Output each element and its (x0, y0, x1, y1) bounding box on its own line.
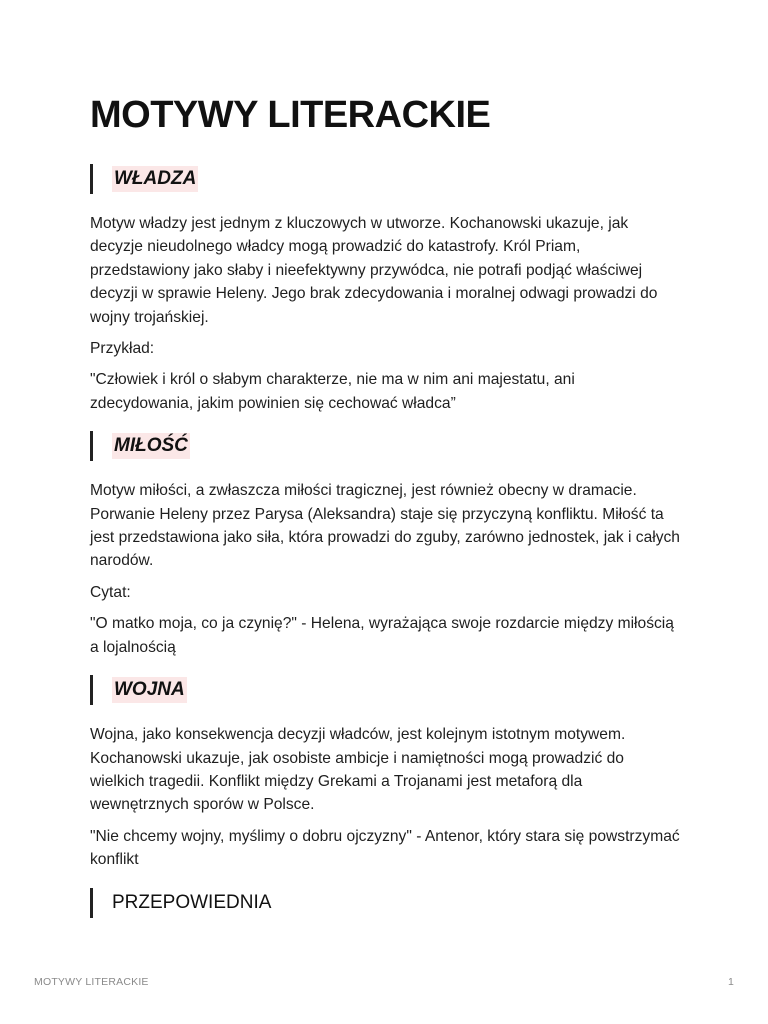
footer-title: MOTYWY LITERACKIE (34, 976, 149, 988)
section-przepowiednia (90, 888, 680, 918)
section-wojna (90, 675, 680, 871)
section-paragraph: Motyw miłości, a zwłaszcza miłości tragicznej, jest również obecny w dramacie. Porwanie Heleny przez Parysa (Aleksandra) staje się przyczyną konfliktu. Miłość ta jest przedstawiona jako siła, która prowadzi do zguby, zarówno jednostek, jak i całych narodów. (90, 482, 680, 570)
section-heading (90, 164, 680, 194)
quote-paragraph: "O matko moja, co ja czynię?" - Helena, wyrażająca swoje rozdarcie między miłością a lojalnością (90, 615, 674, 656)
section-milosc (90, 431, 680, 659)
section-heading (90, 675, 680, 705)
section-heading (90, 431, 680, 461)
page-title: MOTYWY LITERACKIE (90, 94, 491, 136)
section-heading-label: MIŁOŚĆ (112, 433, 190, 459)
quote-label: Cytat: (90, 583, 131, 601)
example-label: Przykład: (90, 340, 155, 358)
page-footer (34, 976, 734, 988)
quote-paragraph: "Człowiek i król o słabym charakterze, nie ma w nim ani majestatu, ani zdecydowania, jakim powinien się cechować władca” (90, 371, 575, 412)
section-heading-label: WŁADZA (112, 166, 198, 192)
section-heading-label: PRZEPOWIEDNIA (112, 891, 272, 913)
section-heading (90, 888, 680, 918)
page-number: 1 (727, 976, 734, 988)
section-heading-label: WOJNA (112, 677, 187, 703)
quote-paragraph: "Nie chcemy wojny, myślimy o dobru ojczyzny" - Antenor, który stara się powstrzymać konflikt (90, 827, 680, 869)
section-paragraph: Wojna, jako konsekwencja decyzji władców, jest kolejnym istotnym motywem. Kochanowski ukazuje, jak osobiste ambicje i namiętności mogą prowadzić do wielkich tragedii. Konflikt między Grekami a Trojanami jest metaforą dla wewnętrznych sporów w Polsce. (90, 726, 626, 814)
page-content (90, 92, 680, 936)
section-wladza (90, 164, 680, 415)
section-paragraph: Motyw władzy jest jednym z kluczowych w utworze. Kochanowski ukazuje, jak decyzje nieudolnego władcy mogą prowadzić do katastrofy. Król Priam, przedstawiony jako słaby i nieefektywny przywódca, nie potrafi podjąć właściwej decyzji w sprawie Heleny. Jego brak zdecydowania i moralnej odwagi prowadzi do wojny trojańskiej. (90, 215, 658, 326)
